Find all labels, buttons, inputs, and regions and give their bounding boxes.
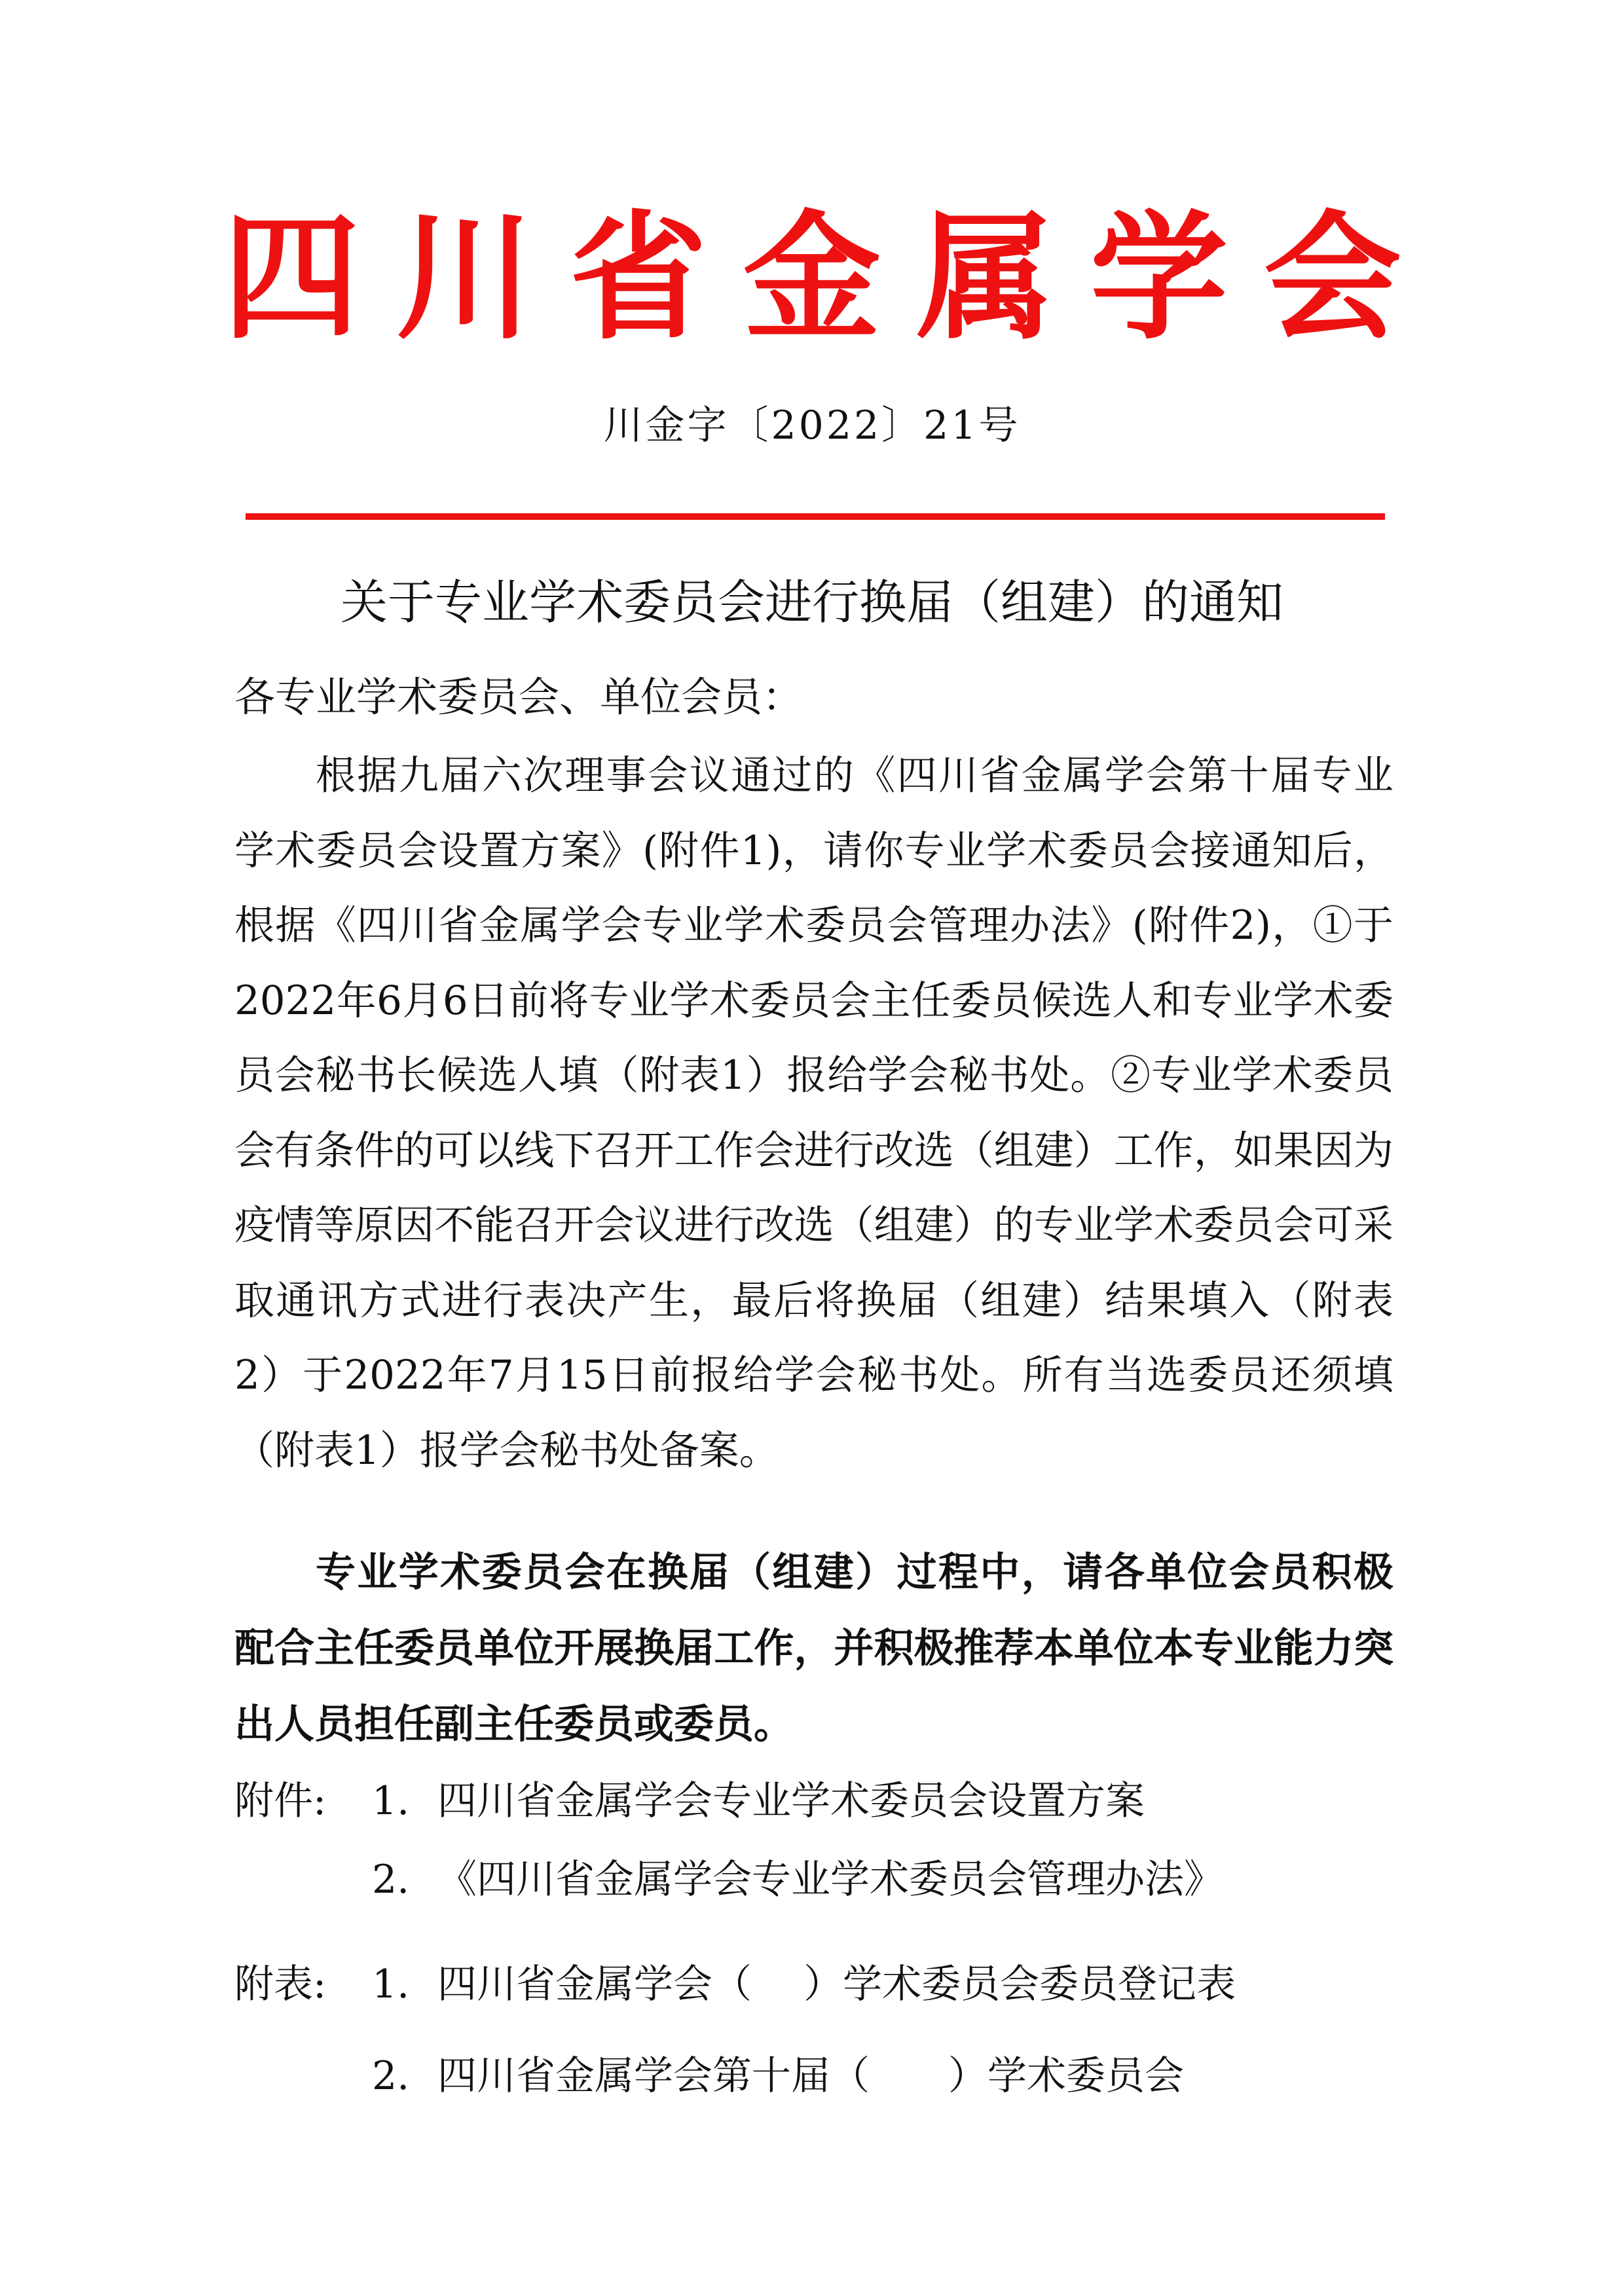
schedules-label: 附表:	[234, 1961, 327, 2007]
schedule-text: 四川省金属学会第十届（ ）学术委员会	[437, 2053, 1184, 2099]
salutation: 各专业学术委员会、单位会员：	[234, 673, 803, 721]
attachment-item	[372, 1772, 1145, 1831]
attachment-number: 2.	[372, 1857, 410, 1903]
attachment-text: 四川省金属学会专业学术委员会设置方案	[437, 1778, 1145, 1824]
letterhead-char: 金	[743, 198, 881, 358]
letterhead-char: 学	[1090, 198, 1228, 358]
letterhead-char: 川	[396, 198, 534, 358]
body-paragraph-1: 根据九届六次理事会议通过的《四川省金属学会第十届专业学术委员会设置方案》(附件1)，请你专业学术委员会接通知后，根据《四川省金属学会专业学术委员会管理办法》(附件2)，①于2022年6月6日前将专业学术委员会主任委员候选人和专业学术委员会秘书长候选人填（附表1）报给学会秘书处。②专业学术委员会有条件的可以线下召开工作会进行改选（组建）工作，如果因为疫情等原因不能召开会议进行改选（组建）的专业学术委员会可采取通讯方式进行表决产生，最后将换届（组建）结果填入（附表2）于2022年7月15日前报给学会秘书处。所有当选委员还须填（附表1）报学会秘书处备案。	[234, 752, 1393, 1474]
schedule-item	[372, 2047, 1184, 2105]
attachment-number: 1.	[372, 1778, 410, 1824]
schedule-number: 1.	[372, 1961, 410, 2007]
schedule-number: 2.	[372, 2053, 410, 2099]
letterhead-char: 属	[916, 198, 1054, 358]
letterhead-char: 四	[223, 198, 361, 358]
schedule-item	[372, 1955, 1236, 2014]
org-letterhead-title	[223, 196, 1401, 360]
body-paragraph-2: 专业学术委员会在换届（组建）过程中，请各单位会员积极配合主任委员单位开展换届工作，并积极推荐本单位本专业能力突出人员担任副主任委员或委员。	[234, 1549, 1393, 1747]
notice-title: 关于专业学术委员会进行换届（组建）的通知	[340, 575, 1283, 630]
letterhead-divider	[246, 513, 1385, 520]
schedule-text: 四川省金属学会（ ）学术委员会委员登记表	[437, 1961, 1236, 2007]
document-number: 川金字〔2022〕21号	[603, 403, 1021, 448]
letterhead-char: 会	[1263, 198, 1401, 358]
attachment-item	[372, 1850, 1223, 1909]
letterhead-char: 省	[569, 198, 707, 358]
attachment-text: 《四川省金属学会专业学术委员会管理办法》	[437, 1857, 1223, 1903]
attachments-label: 附件:	[234, 1778, 327, 1824]
